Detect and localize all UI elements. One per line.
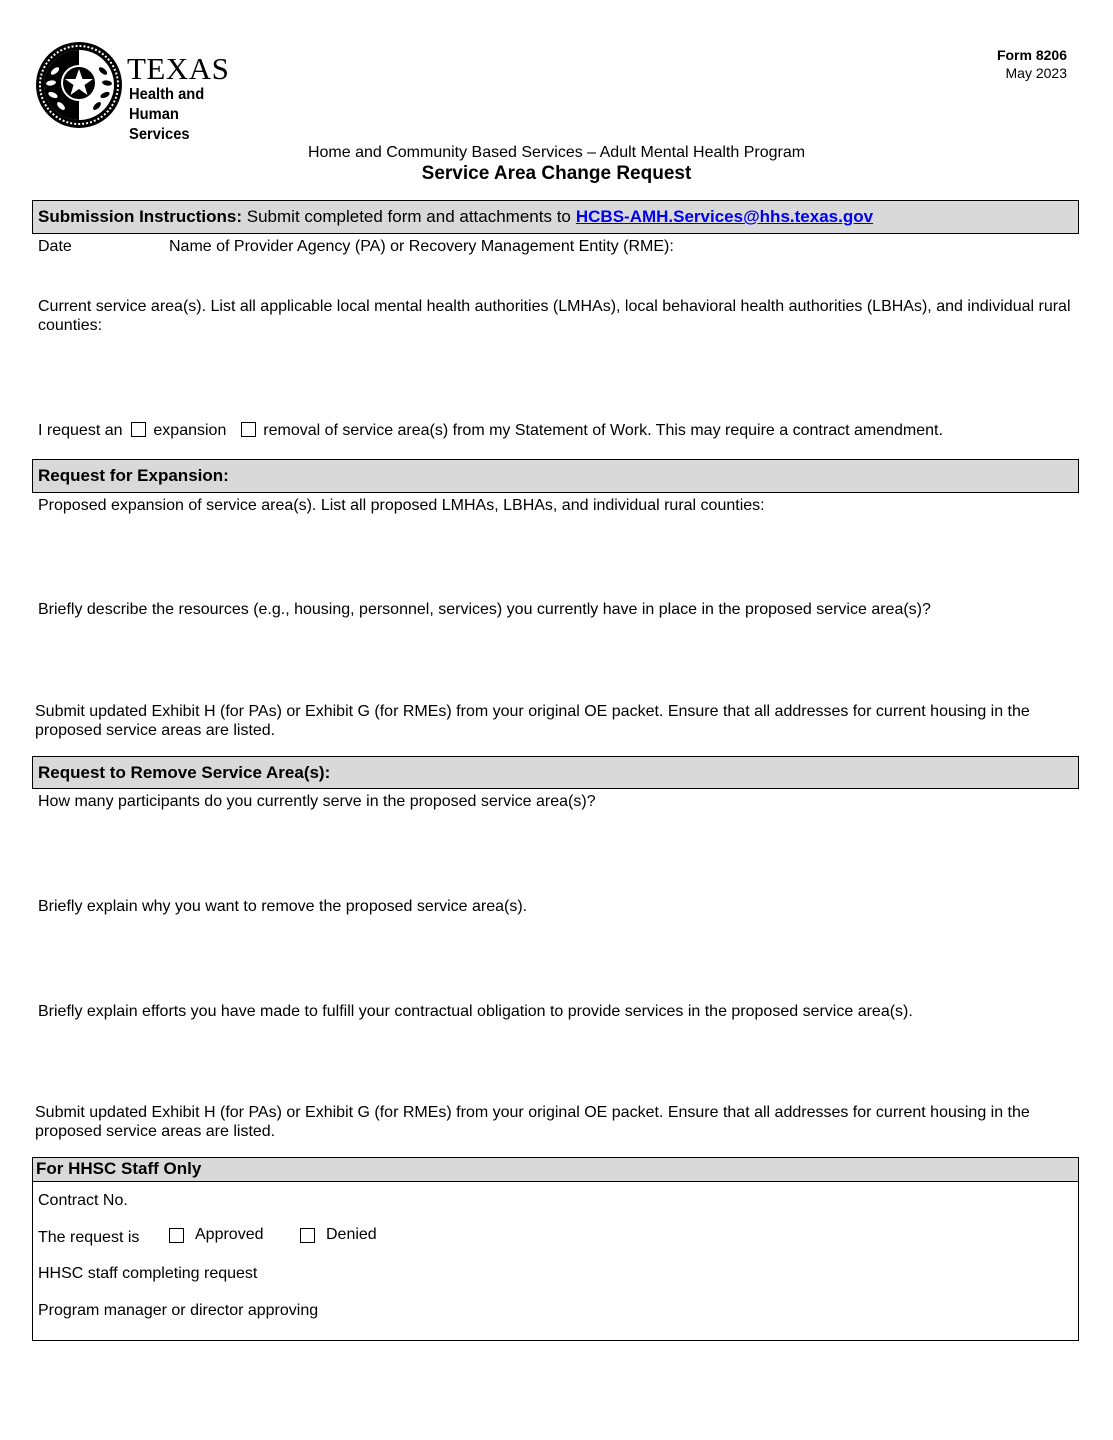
form-number: Form 8206 — [996, 47, 1067, 63]
contract-number-label: Contract No. — [38, 1192, 128, 1209]
date-field-label: Date — [38, 238, 72, 255]
approved-checkbox[interactable] — [169, 1228, 184, 1243]
expansion-heading: Request for Expansion: — [38, 466, 229, 485]
staff-section-header: For HHSC Staff Only — [33, 1158, 1078, 1182]
request-is-label: The request is — [38, 1229, 140, 1246]
removal-exhibit-note: Submit updated Exhibit H (for PAs) or Exhibit G (for RMEs) from your original OE packet. Ensure that all addresses for current housing in the proposed service areas are listed. — [35, 1104, 1030, 1140]
submission-email-link[interactable]: HCBS-AMH.Services@hhs.texas.gov — [575, 207, 874, 226]
submission-instructions-bar — [32, 200, 1079, 234]
removal-checkbox[interactable] — [241, 422, 256, 437]
denied-label: Denied — [326, 1226, 377, 1243]
page-title: Service Area Change Request — [421, 163, 692, 184]
logo-agency-name — [129, 85, 254, 145]
hhs-logo — [35, 41, 265, 143]
removal-reason-label: Briefly explain why you want to remove the proposed service area(s). — [38, 898, 528, 915]
staff-completing-label: HHSC staff completing request — [38, 1265, 258, 1282]
resources-label: Briefly describe the resources (e.g., housing, personnel, services) you currently have in place in the proposed service area(s)? — [38, 601, 931, 618]
expansion-section-header — [32, 459, 1079, 493]
form-number-block — [997, 46, 1067, 82]
submission-text: Submit completed form and attachments to — [246, 207, 571, 226]
request-type-row — [38, 421, 943, 440]
logo-wordmark: TEXAS — [127, 51, 230, 86]
removal-heading: Request to Remove Service Area(s): — [38, 762, 331, 782]
form-date: May 2023 — [1005, 65, 1067, 81]
logo-line-1: Health and Human — [129, 86, 205, 123]
expansion-exhibit-note: Submit updated Exhibit H (for PAs) or Exhibit G (for RMEs) from your original OE packet. Ensure that all addresses for current housing in the proposed service areas are listed. — [35, 703, 1030, 739]
removal-section-header — [32, 756, 1079, 789]
current-service-areas-label: Current service area(s). List all applicable local mental health authorities (LMHAs), local behavioral health authorities (LBHAs), and individual rural counties: — [38, 298, 1071, 334]
expansion-label: expansion — [153, 422, 227, 439]
request-prefix: I request an — [38, 422, 123, 439]
proposed-expansion-label: Proposed expansion of service area(s). List all proposed LMHAs, LBHAs, and individual rural counties: — [38, 497, 765, 514]
efforts-label: Briefly explain efforts you have made to fulfill your contractual obligation to provide services in the proposed service area(s). — [38, 1003, 913, 1020]
logo-line-2: Services — [129, 126, 190, 143]
provider-name-label: Name of Provider Agency (PA) or Recovery Management Entity (RME): — [169, 238, 674, 255]
denied-checkbox[interactable] — [300, 1228, 315, 1243]
submission-label: Submission Instructions: — [38, 207, 243, 226]
participants-count-label: How many participants do you currently serve in the proposed service area(s)? — [38, 793, 596, 810]
expansion-checkbox[interactable] — [131, 422, 146, 437]
program-subtitle: Home and Community Based Services – Adult Mental Health Program — [307, 144, 806, 161]
texas-seal-icon — [35, 41, 123, 129]
removal-label: removal of service area(s) from my Statement of Work. This may require a contract amendment. — [263, 422, 943, 439]
approved-label: Approved — [195, 1226, 264, 1243]
manager-approving-label: Program manager or director approving — [38, 1302, 319, 1319]
